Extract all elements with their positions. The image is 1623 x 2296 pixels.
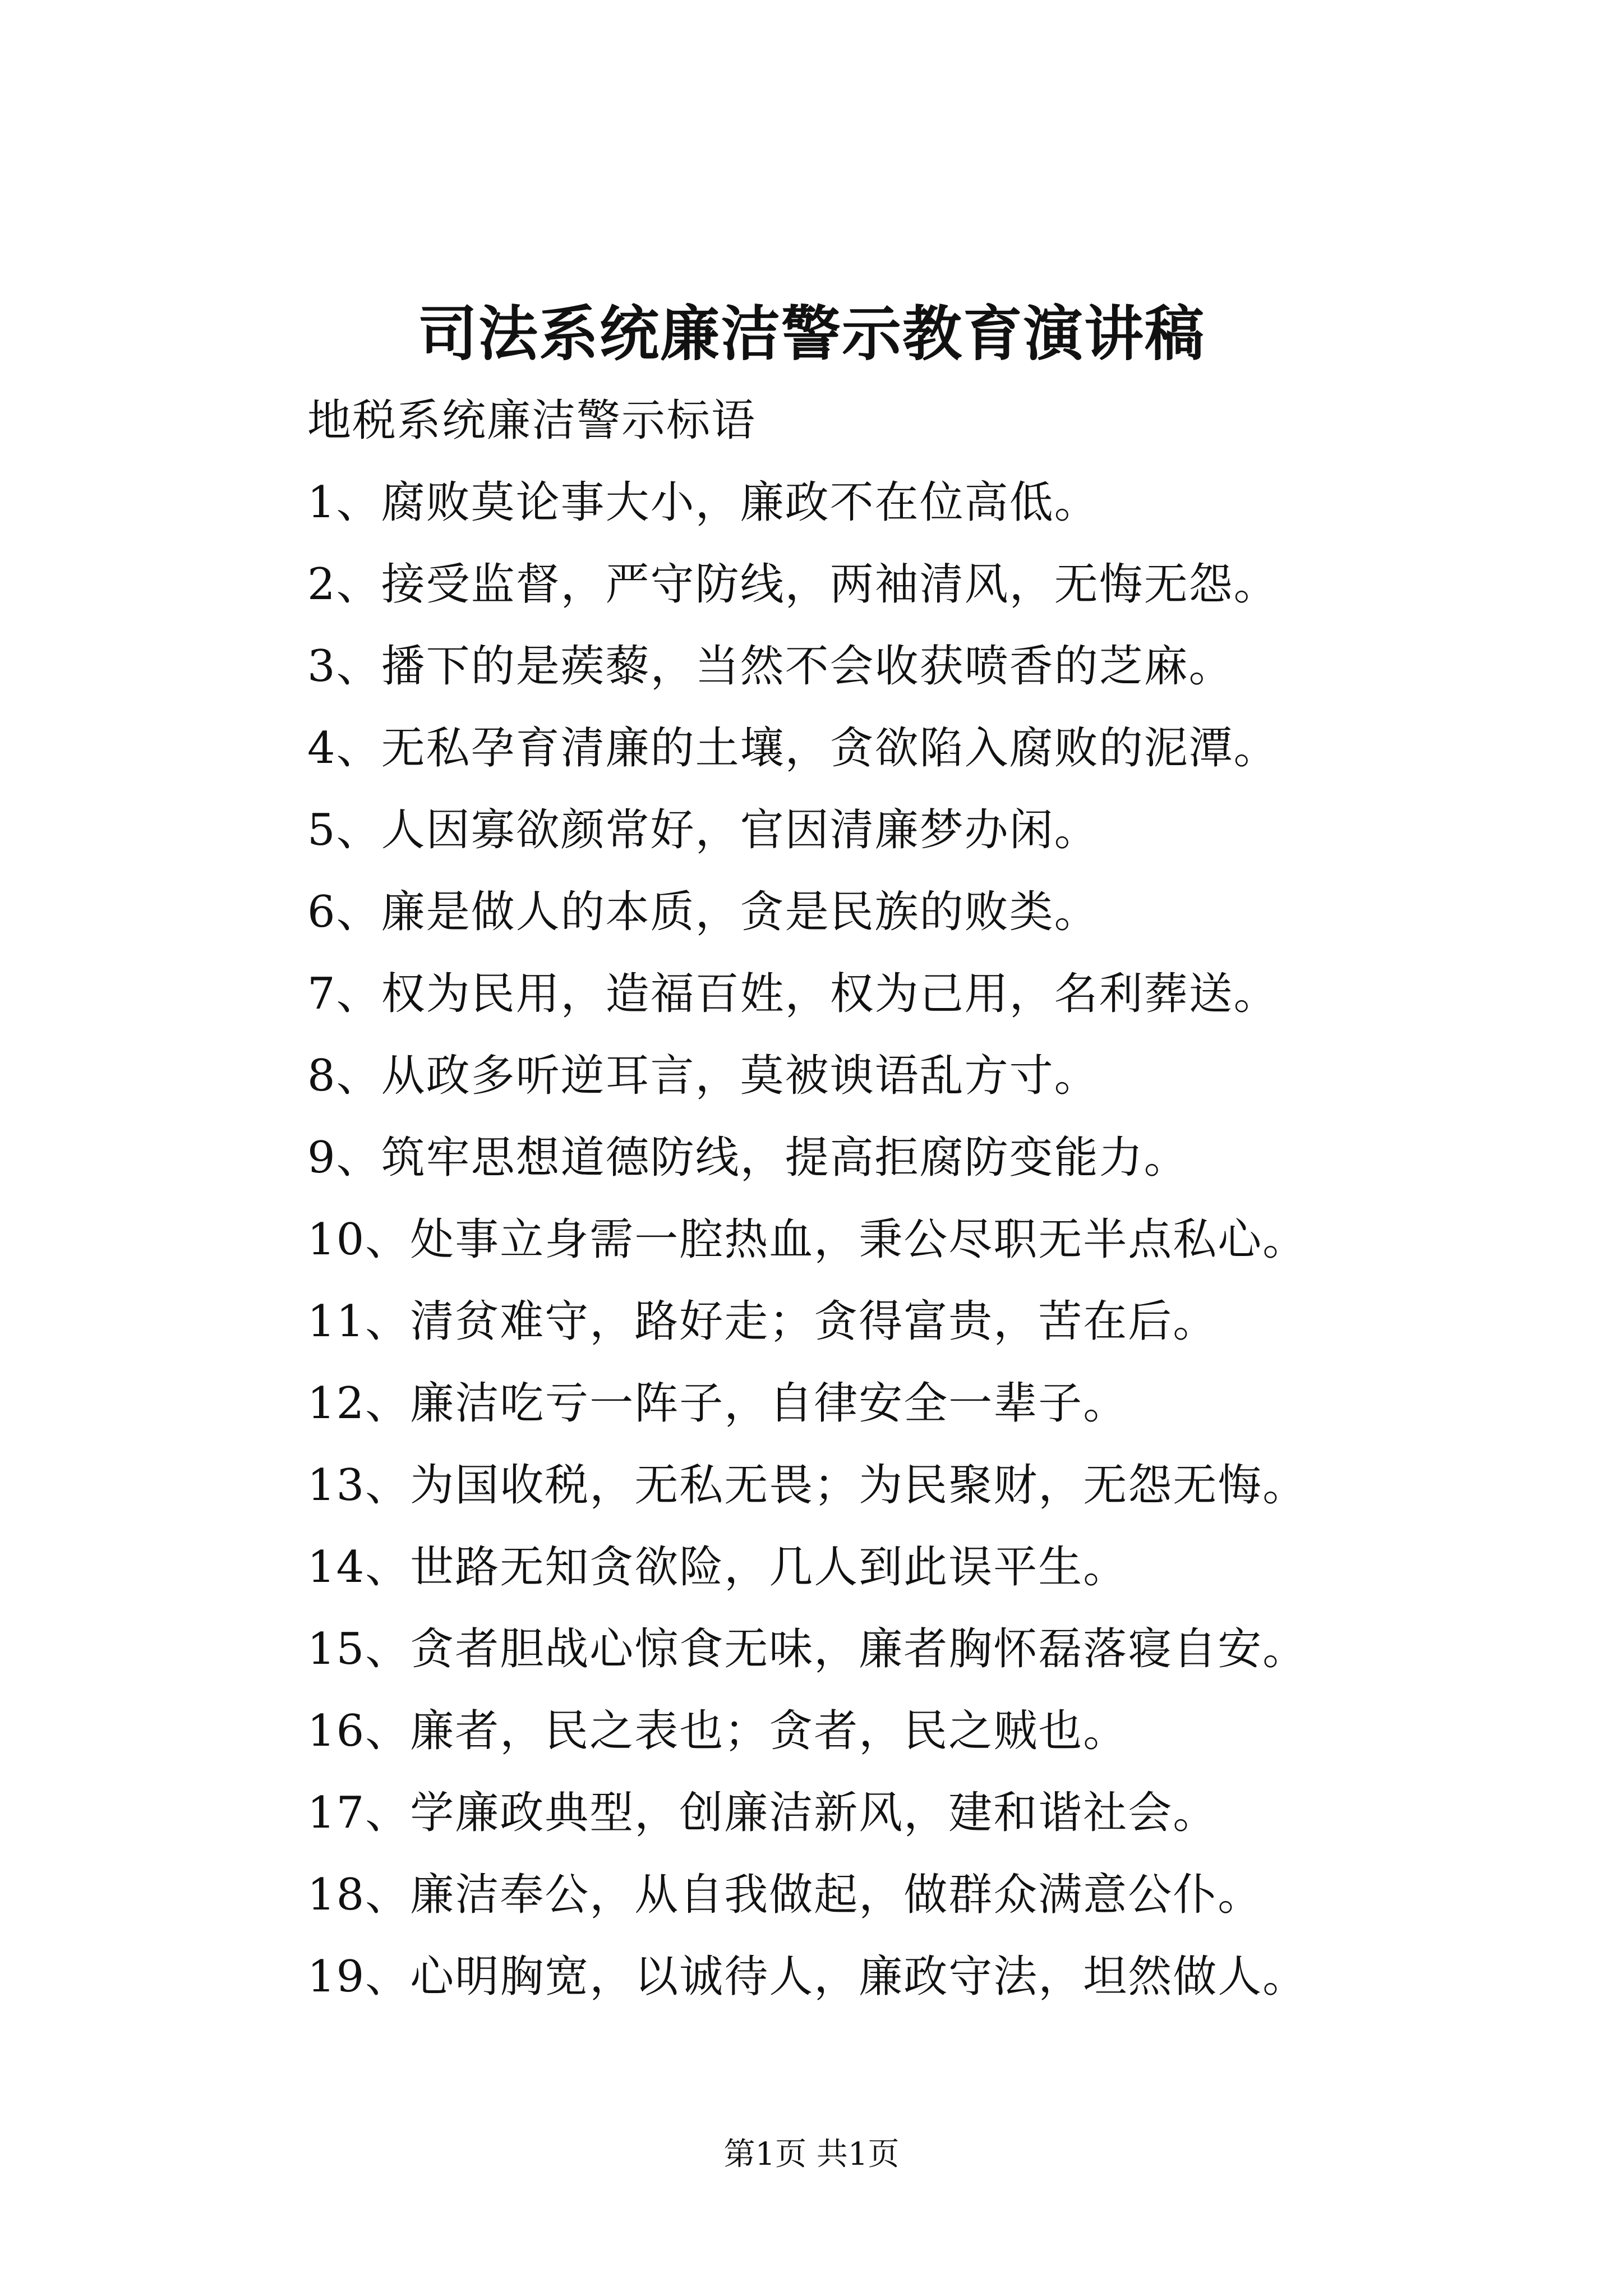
slogan-item: 10、处事立身需一腔热血，秉公尽职无半点私心。	[307, 1214, 1308, 1265]
section-heading: 地税系统廉洁警示标语	[307, 395, 757, 446]
slogan-item: 9、筑牢思想道德防线，提高拒腐防变能力。	[307, 1133, 1189, 1183]
slogan-item: 3、播下的是蒺藜，当然不会收获喷香的芝麻。	[307, 641, 1234, 692]
slogan-item: 6、廉是做人的本质，贪是民族的败类。	[307, 887, 1099, 937]
slogan-item: 8、从政多听逆耳言，莫被谀语乱方寸。	[307, 1051, 1099, 1101]
slogan-item: 19、心明胸宽，以诚待人，廉政守法，坦然做人。	[307, 1952, 1308, 2002]
slogan-item: 14、世路无知贪欲险，几人到此误平生。	[307, 1542, 1128, 1593]
document-title: 司法系统廉洁警示教育演讲稿	[418, 298, 1205, 369]
slogan-item: 1、腐败莫论事大小，廉政不在位高低。	[307, 477, 1099, 528]
slogan-item: 13、为国收税，无私无畏；为民聚财，无怨无悔。	[307, 1460, 1308, 1511]
slogan-item: 11、清贫难守，路好走；贪得富贵，苦在后。	[307, 1296, 1218, 1347]
slogan-item: 15、贪者胆战心惊食无味，廉者胸怀磊落寝自安。	[307, 1624, 1308, 1674]
slogan-item: 18、廉洁奉公，从自我做起，做群众满意公仆。	[307, 1870, 1263, 1920]
slogan-item: 7、权为民用，造福百姓，权为己用，名利葬送。	[307, 969, 1279, 1019]
slogan-list	[307, 475, 1307, 2031]
slogan-item: 12、廉洁吃亏一阵子，自律安全一辈子。	[307, 1378, 1128, 1429]
slogan-item: 17、学廉政典型，创廉洁新风，建和谐社会。	[307, 1788, 1218, 1838]
slogan-item: 2、接受监督，严守防线，两袖清风，无悔无怨。	[307, 559, 1279, 610]
slogan-item: 5、人因寡欲颜常好，官因清廉梦办闲。	[307, 805, 1099, 855]
slogan-item: 4、无私孕育清廉的土壤，贪欲陷入腐败的泥潭。	[307, 723, 1279, 774]
page-footer: 第1页 共1页	[723, 2136, 900, 2173]
slogan-item: 16、廉者，民之表也；贪者，民之贼也。	[307, 1706, 1128, 1756]
